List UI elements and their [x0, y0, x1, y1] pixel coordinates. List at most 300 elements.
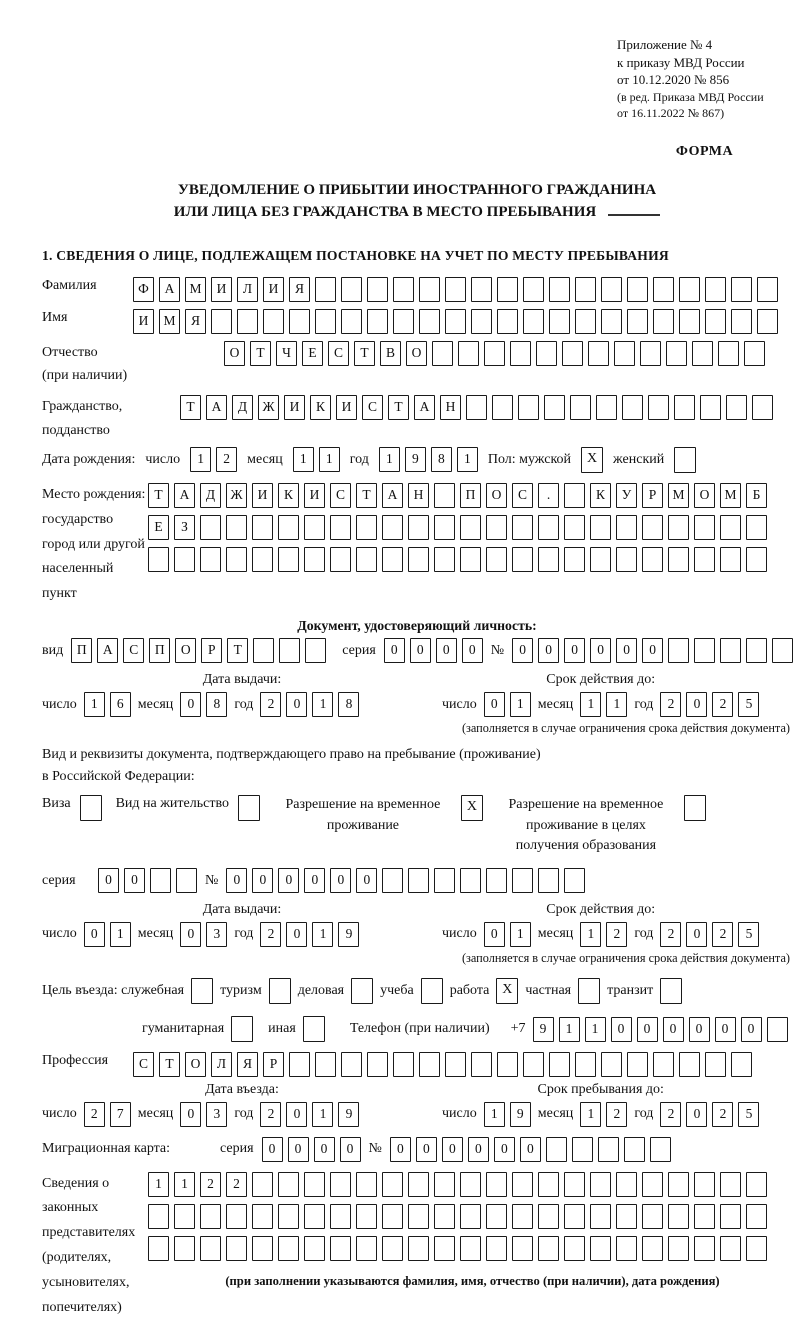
char-box[interactable]: 2	[660, 692, 681, 717]
char-box[interactable]	[575, 1052, 596, 1077]
char-box[interactable]	[419, 1052, 440, 1077]
char-box[interactable]	[432, 341, 453, 366]
char-box[interactable]: 1	[312, 922, 333, 947]
char-box[interactable]	[570, 395, 591, 420]
char-box[interactable]	[356, 1236, 377, 1261]
char-box[interactable]: П	[71, 638, 92, 663]
char-box[interactable]	[772, 638, 793, 663]
char-box[interactable]	[174, 547, 195, 572]
char-box[interactable]: 0	[356, 868, 377, 893]
char-box[interactable]	[304, 1204, 325, 1229]
char-box[interactable]: 5	[738, 1102, 759, 1127]
char-box[interactable]: 3	[206, 922, 227, 947]
char-box[interactable]	[757, 277, 778, 302]
char-box[interactable]: О	[694, 483, 715, 508]
char-box[interactable]	[590, 515, 611, 540]
char-box[interactable]: 0	[663, 1017, 684, 1042]
char-box[interactable]	[278, 1236, 299, 1261]
char-box[interactable]: 1	[457, 447, 478, 472]
char-box[interactable]	[598, 1137, 619, 1162]
char-box[interactable]	[510, 341, 531, 366]
char-box[interactable]	[512, 1236, 533, 1261]
char-box[interactable]: Т	[227, 638, 248, 663]
char-box[interactable]: С	[330, 483, 351, 508]
char-box[interactable]	[367, 1052, 388, 1077]
char-box[interactable]	[752, 395, 773, 420]
char-box[interactable]: Я	[185, 309, 206, 334]
char-box[interactable]: Ж	[226, 483, 247, 508]
char-box[interactable]	[458, 341, 479, 366]
char-box[interactable]: 2	[260, 1102, 281, 1127]
char-box[interactable]: А	[382, 483, 403, 508]
char-box[interactable]	[616, 547, 637, 572]
char-box[interactable]	[460, 1204, 481, 1229]
char-box[interactable]	[252, 1172, 273, 1197]
char-box[interactable]: 0	[520, 1137, 541, 1162]
char-box[interactable]: 1	[190, 447, 211, 472]
char-box[interactable]: 1	[319, 447, 340, 472]
char-box[interactable]	[746, 1204, 767, 1229]
char-box[interactable]: Т	[148, 483, 169, 508]
char-box[interactable]: 2	[712, 692, 733, 717]
char-box[interactable]	[174, 1204, 195, 1229]
char-box[interactable]: 1	[484, 1102, 505, 1127]
char-box[interactable]: 6	[110, 692, 131, 717]
char-box[interactable]	[304, 547, 325, 572]
char-box[interactable]	[492, 395, 513, 420]
char-box[interactable]	[588, 341, 609, 366]
purpose-tourism-checkbox[interactable]	[269, 978, 291, 1004]
char-box[interactable]	[466, 395, 487, 420]
char-box[interactable]: Р	[263, 1052, 284, 1077]
char-box[interactable]	[408, 1204, 429, 1229]
char-box[interactable]	[512, 1204, 533, 1229]
char-box[interactable]: 0	[304, 868, 325, 893]
sex-female-checkbox[interactable]	[674, 447, 696, 473]
char-box[interactable]	[356, 1172, 377, 1197]
char-box[interactable]	[200, 1236, 221, 1261]
char-box[interactable]	[367, 309, 388, 334]
char-box[interactable]: 0	[180, 922, 201, 947]
purpose-study-checkbox[interactable]	[421, 978, 443, 1004]
char-box[interactable]	[434, 1204, 455, 1229]
char-box[interactable]	[705, 1052, 726, 1077]
char-box[interactable]: 0	[286, 692, 307, 717]
sex-male-checkbox[interactable]: X	[581, 447, 603, 473]
char-box[interactable]	[720, 547, 741, 572]
char-box[interactable]: С	[133, 1052, 154, 1077]
char-box[interactable]	[226, 1236, 247, 1261]
char-box[interactable]: 0	[84, 922, 105, 947]
char-box[interactable]: Л	[237, 277, 258, 302]
char-box[interactable]: 2	[84, 1102, 105, 1127]
char-box[interactable]	[720, 638, 741, 663]
char-box[interactable]	[549, 277, 570, 302]
char-box[interactable]: Е	[148, 515, 169, 540]
char-box[interactable]: Н	[408, 483, 429, 508]
char-box[interactable]: П	[149, 638, 170, 663]
char-box[interactable]: 0	[410, 638, 431, 663]
purpose-official-checkbox[interactable]	[191, 978, 213, 1004]
char-box[interactable]: 2	[606, 1102, 627, 1127]
char-box[interactable]	[330, 1172, 351, 1197]
char-box[interactable]	[484, 341, 505, 366]
char-box[interactable]	[382, 1204, 403, 1229]
char-box[interactable]: 0	[416, 1137, 437, 1162]
char-box[interactable]: 0	[686, 692, 707, 717]
char-box[interactable]: Б	[746, 483, 767, 508]
char-box[interactable]: Д	[200, 483, 221, 508]
char-box[interactable]: 0	[512, 638, 533, 663]
char-box[interactable]: О	[185, 1052, 206, 1077]
char-box[interactable]: Т	[180, 395, 201, 420]
char-box[interactable]	[486, 1172, 507, 1197]
char-box[interactable]	[538, 547, 559, 572]
char-box[interactable]	[746, 547, 767, 572]
char-box[interactable]: 0	[484, 922, 505, 947]
char-box[interactable]: 1	[148, 1172, 169, 1197]
char-box[interactable]: 0	[314, 1137, 335, 1162]
char-box[interactable]	[564, 1172, 585, 1197]
char-box[interactable]	[253, 638, 274, 663]
char-box[interactable]	[616, 1236, 637, 1261]
char-box[interactable]	[315, 277, 336, 302]
char-box[interactable]: 5	[738, 692, 759, 717]
char-box[interactable]: М	[185, 277, 206, 302]
char-box[interactable]	[538, 1204, 559, 1229]
char-box[interactable]	[549, 309, 570, 334]
char-box[interactable]	[460, 1236, 481, 1261]
char-box[interactable]	[304, 515, 325, 540]
char-box[interactable]: 1	[585, 1017, 606, 1042]
char-box[interactable]: 0	[686, 922, 707, 947]
char-box[interactable]	[564, 1236, 585, 1261]
char-box[interactable]	[616, 1204, 637, 1229]
char-box[interactable]: 2	[712, 922, 733, 947]
char-box[interactable]	[549, 1052, 570, 1077]
purpose-humanitarian-checkbox[interactable]	[231, 1016, 253, 1042]
char-box[interactable]: 1	[580, 1102, 601, 1127]
char-box[interactable]: 0	[564, 638, 585, 663]
char-box[interactable]	[408, 1236, 429, 1261]
char-box[interactable]	[304, 1236, 325, 1261]
char-box[interactable]: 1	[174, 1172, 195, 1197]
char-box[interactable]: 8	[206, 692, 227, 717]
char-box[interactable]: Е	[302, 341, 323, 366]
char-box[interactable]	[512, 868, 533, 893]
char-box[interactable]: З	[174, 515, 195, 540]
char-box[interactable]: Р	[201, 638, 222, 663]
char-box[interactable]	[642, 1204, 663, 1229]
char-box[interactable]: Р	[642, 483, 663, 508]
char-box[interactable]: Т	[388, 395, 409, 420]
char-box[interactable]: Т	[354, 341, 375, 366]
char-box[interactable]: 0	[462, 638, 483, 663]
char-box[interactable]	[305, 638, 326, 663]
char-box[interactable]: И	[336, 395, 357, 420]
char-box[interactable]: 2	[660, 922, 681, 947]
char-box[interactable]	[263, 309, 284, 334]
char-box[interactable]: И	[263, 277, 284, 302]
char-box[interactable]	[330, 1236, 351, 1261]
char-box[interactable]	[694, 547, 715, 572]
char-box[interactable]	[150, 868, 171, 893]
char-box[interactable]	[211, 309, 232, 334]
char-box[interactable]	[694, 515, 715, 540]
char-box[interactable]: 0	[715, 1017, 736, 1042]
char-box[interactable]	[653, 277, 674, 302]
char-box[interactable]: 2	[712, 1102, 733, 1127]
char-box[interactable]: Ф	[133, 277, 154, 302]
char-box[interactable]: О	[486, 483, 507, 508]
char-box[interactable]: И	[304, 483, 325, 508]
char-box[interactable]: 2	[200, 1172, 221, 1197]
char-box[interactable]	[627, 1052, 648, 1077]
temp-residence-checkbox[interactable]: X	[461, 795, 483, 821]
char-box[interactable]: 2	[216, 447, 237, 472]
char-box[interactable]	[148, 1204, 169, 1229]
char-box[interactable]	[679, 309, 700, 334]
char-box[interactable]	[564, 1204, 585, 1229]
char-box[interactable]: 1	[580, 692, 601, 717]
char-box[interactable]	[200, 515, 221, 540]
char-box[interactable]	[668, 547, 689, 572]
char-box[interactable]: М	[720, 483, 741, 508]
char-box[interactable]: Д	[232, 395, 253, 420]
char-box[interactable]: 0	[278, 868, 299, 893]
char-box[interactable]	[731, 1052, 752, 1077]
char-box[interactable]	[512, 1172, 533, 1197]
char-box[interactable]	[590, 1204, 611, 1229]
char-box[interactable]	[460, 868, 481, 893]
char-box[interactable]	[434, 868, 455, 893]
char-box[interactable]	[694, 1236, 715, 1261]
char-box[interactable]	[408, 547, 429, 572]
char-box[interactable]	[627, 309, 648, 334]
char-box[interactable]	[700, 395, 721, 420]
char-box[interactable]: 0	[538, 638, 559, 663]
char-box[interactable]	[536, 341, 557, 366]
char-box[interactable]	[278, 1204, 299, 1229]
char-box[interactable]: 0	[689, 1017, 710, 1042]
char-box[interactable]	[668, 515, 689, 540]
purpose-work-checkbox[interactable]: X	[496, 978, 518, 1004]
char-box[interactable]	[718, 341, 739, 366]
char-box[interactable]: С	[328, 341, 349, 366]
char-box[interactable]	[419, 277, 440, 302]
char-box[interactable]	[694, 638, 715, 663]
char-box[interactable]: 0	[390, 1137, 411, 1162]
char-box[interactable]: 0	[226, 868, 247, 893]
char-box[interactable]: С	[362, 395, 383, 420]
char-box[interactable]	[278, 1172, 299, 1197]
char-box[interactable]: 0	[642, 638, 663, 663]
char-box[interactable]: Т	[159, 1052, 180, 1077]
char-box[interactable]	[590, 1172, 611, 1197]
char-box[interactable]: 0	[611, 1017, 632, 1042]
char-box[interactable]: 8	[431, 447, 452, 472]
char-box[interactable]	[650, 1137, 671, 1162]
char-box[interactable]: .	[538, 483, 559, 508]
char-box[interactable]	[471, 277, 492, 302]
char-box[interactable]	[315, 309, 336, 334]
char-box[interactable]	[460, 515, 481, 540]
char-box[interactable]	[572, 1137, 593, 1162]
char-box[interactable]	[744, 341, 765, 366]
char-box[interactable]: А	[206, 395, 227, 420]
char-box[interactable]	[393, 309, 414, 334]
char-box[interactable]: 2	[606, 922, 627, 947]
char-box[interactable]: 1	[580, 922, 601, 947]
char-box[interactable]: И	[284, 395, 305, 420]
char-box[interactable]	[278, 547, 299, 572]
char-box[interactable]	[668, 1172, 689, 1197]
char-box[interactable]	[486, 1204, 507, 1229]
char-box[interactable]: 1	[312, 692, 333, 717]
char-box[interactable]: К	[310, 395, 331, 420]
char-box[interactable]	[237, 309, 258, 334]
purpose-business-checkbox[interactable]	[351, 978, 373, 1004]
char-box[interactable]	[408, 1172, 429, 1197]
char-box[interactable]	[382, 1172, 403, 1197]
char-box[interactable]	[434, 547, 455, 572]
char-box[interactable]	[341, 1052, 362, 1077]
char-box[interactable]	[393, 1052, 414, 1077]
char-box[interactable]: 0	[262, 1137, 283, 1162]
char-box[interactable]	[382, 515, 403, 540]
char-box[interactable]: 0	[252, 868, 273, 893]
char-box[interactable]	[601, 309, 622, 334]
char-box[interactable]	[523, 1052, 544, 1077]
char-box[interactable]	[278, 515, 299, 540]
char-box[interactable]	[460, 1172, 481, 1197]
char-box[interactable]	[330, 1204, 351, 1229]
char-box[interactable]	[575, 309, 596, 334]
char-box[interactable]: С	[123, 638, 144, 663]
char-box[interactable]	[726, 395, 747, 420]
char-box[interactable]	[564, 515, 585, 540]
char-box[interactable]	[674, 395, 695, 420]
char-box[interactable]	[546, 1137, 567, 1162]
char-box[interactable]: 0	[637, 1017, 658, 1042]
char-box[interactable]: А	[159, 277, 180, 302]
visa-checkbox[interactable]	[80, 795, 102, 821]
char-box[interactable]	[279, 638, 300, 663]
char-box[interactable]	[445, 1052, 466, 1077]
char-box[interactable]	[148, 1236, 169, 1261]
char-box[interactable]	[393, 277, 414, 302]
char-box[interactable]	[642, 547, 663, 572]
char-box[interactable]: 3	[206, 1102, 227, 1127]
char-box[interactable]: 0	[330, 868, 351, 893]
char-box[interactable]	[434, 483, 455, 508]
char-box[interactable]	[616, 1172, 637, 1197]
temp-residence-edu-checkbox[interactable]	[684, 795, 706, 821]
char-box[interactable]	[434, 515, 455, 540]
purpose-private-checkbox[interactable]	[578, 978, 600, 1004]
char-box[interactable]: 2	[660, 1102, 681, 1127]
char-box[interactable]: О	[224, 341, 245, 366]
char-box[interactable]: 1	[559, 1017, 580, 1042]
char-box[interactable]	[252, 515, 273, 540]
char-box[interactable]: 0	[384, 638, 405, 663]
char-box[interactable]	[668, 1204, 689, 1229]
char-box[interactable]: Н	[440, 395, 461, 420]
char-box[interactable]: 1	[293, 447, 314, 472]
char-box[interactable]	[731, 277, 752, 302]
char-box[interactable]	[518, 395, 539, 420]
char-box[interactable]	[692, 341, 713, 366]
char-box[interactable]: О	[406, 341, 427, 366]
char-box[interactable]: 5	[738, 922, 759, 947]
char-box[interactable]: 0	[468, 1137, 489, 1162]
char-box[interactable]	[382, 868, 403, 893]
char-box[interactable]: 0	[180, 692, 201, 717]
purpose-transit-checkbox[interactable]	[660, 978, 682, 1004]
char-box[interactable]	[679, 277, 700, 302]
char-box[interactable]	[720, 1172, 741, 1197]
char-box[interactable]	[720, 515, 741, 540]
char-box[interactable]: П	[460, 483, 481, 508]
char-box[interactable]	[486, 868, 507, 893]
char-box[interactable]	[419, 309, 440, 334]
char-box[interactable]: 9	[405, 447, 426, 472]
char-box[interactable]	[564, 868, 585, 893]
char-box[interactable]: Я	[237, 1052, 258, 1077]
char-box[interactable]: 0	[436, 638, 457, 663]
char-box[interactable]: Л	[211, 1052, 232, 1077]
char-box[interactable]	[746, 1172, 767, 1197]
char-box[interactable]: 1	[84, 692, 105, 717]
char-box[interactable]	[614, 341, 635, 366]
char-box[interactable]: 0	[442, 1137, 463, 1162]
char-box[interactable]	[538, 515, 559, 540]
char-box[interactable]	[642, 1236, 663, 1261]
char-box[interactable]	[538, 1236, 559, 1261]
char-box[interactable]: А	[97, 638, 118, 663]
char-box[interactable]	[356, 1204, 377, 1229]
char-box[interactable]	[289, 1052, 310, 1077]
char-box[interactable]	[486, 1236, 507, 1261]
char-box[interactable]	[434, 1236, 455, 1261]
char-box[interactable]	[720, 1236, 741, 1261]
char-box[interactable]	[640, 341, 661, 366]
char-box[interactable]: А	[414, 395, 435, 420]
char-box[interactable]: Т	[356, 483, 377, 508]
char-box[interactable]: 0	[340, 1137, 361, 1162]
char-box[interactable]	[666, 341, 687, 366]
char-box[interactable]	[668, 638, 689, 663]
char-box[interactable]: 0	[741, 1017, 762, 1042]
char-box[interactable]	[315, 1052, 336, 1077]
char-box[interactable]	[471, 309, 492, 334]
char-box[interactable]	[200, 1204, 221, 1229]
char-box[interactable]: И	[211, 277, 232, 302]
char-box[interactable]: В	[380, 341, 401, 366]
char-box[interactable]	[679, 1052, 700, 1077]
char-box[interactable]: 2	[260, 922, 281, 947]
char-box[interactable]	[624, 1137, 645, 1162]
char-box[interactable]	[486, 515, 507, 540]
char-box[interactable]: К	[590, 483, 611, 508]
char-box[interactable]	[330, 547, 351, 572]
char-box[interactable]	[746, 515, 767, 540]
char-box[interactable]	[330, 515, 351, 540]
char-box[interactable]	[226, 1204, 247, 1229]
char-box[interactable]	[341, 309, 362, 334]
char-box[interactable]: 0	[686, 1102, 707, 1127]
char-box[interactable]	[148, 547, 169, 572]
